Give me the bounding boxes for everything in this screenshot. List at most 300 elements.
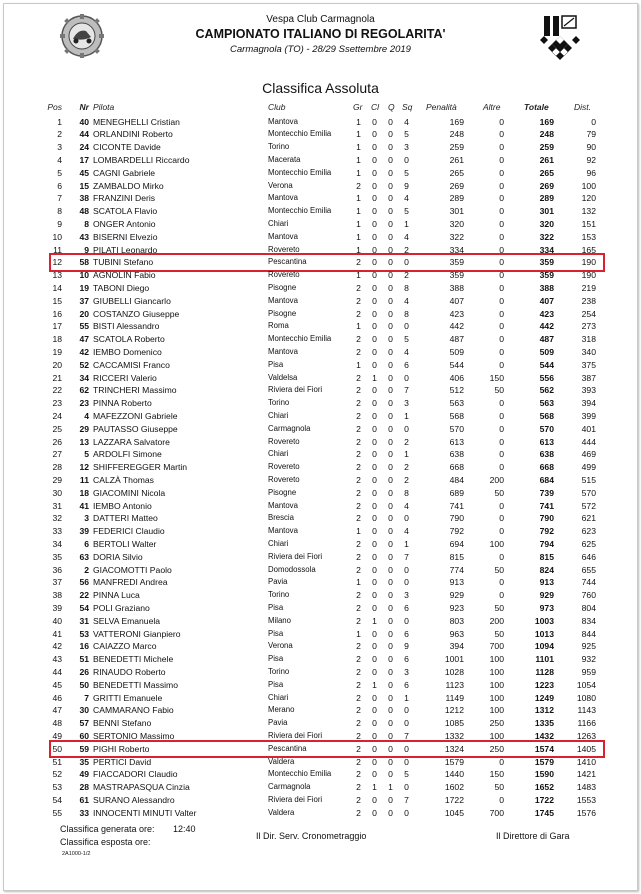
- rider-name-cell: MAFEZZONI Gabriele: [93, 410, 178, 421]
- total-cell: 913: [539, 577, 554, 588]
- club-cell: Mantova: [268, 500, 298, 510]
- q-cell: 0: [388, 385, 393, 396]
- penalty-cell: 512: [449, 385, 464, 396]
- rider-name-cell: PIGHI Roberto: [93, 743, 150, 754]
- bib-number-cell: 42: [79, 346, 89, 357]
- group-cell: 2: [356, 730, 361, 741]
- class-cell: 0: [372, 142, 377, 153]
- penalty-cell: 261: [449, 154, 464, 165]
- bib-number-cell: 2: [84, 564, 89, 575]
- other-penalty-cell: 150: [489, 372, 504, 383]
- class-cell: 0: [372, 154, 377, 165]
- pos-cell: 34: [52, 538, 62, 549]
- penalty-cell: 1332: [444, 730, 464, 741]
- team-cell: 3: [404, 142, 409, 153]
- penalty-cell: 1123: [445, 679, 464, 690]
- gap-cell: 219: [581, 282, 596, 293]
- group-cell: 2: [356, 538, 361, 549]
- class-cell: 0: [372, 666, 377, 677]
- gap-cell: 1166: [577, 718, 596, 729]
- team-cell: 0: [404, 154, 409, 165]
- group-cell: 1: [356, 270, 361, 281]
- gap-cell: 387: [581, 372, 596, 383]
- club-cell: Torino: [268, 142, 290, 152]
- rider-name-cell: GRITTI Emanuele: [93, 692, 163, 703]
- total-cell: 929: [539, 590, 554, 601]
- club-cell: Verona: [268, 641, 293, 651]
- other-penalty-cell: 0: [499, 513, 504, 524]
- gap-cell: 572: [581, 500, 596, 511]
- other-penalty-cell: 0: [499, 590, 504, 601]
- other-penalty-cell: 0: [499, 346, 504, 357]
- rider-name-cell: ZAMBALDO Mirko: [93, 180, 164, 191]
- table-row: [0, 295, 641, 308]
- class-cell: 0: [372, 257, 377, 268]
- penalty-cell: 1324: [444, 743, 464, 754]
- q-cell: 0: [388, 756, 393, 767]
- rider-name-cell: ORLANDINI Roberto: [93, 129, 173, 140]
- group-cell: 1: [356, 628, 361, 639]
- table-row: [0, 141, 641, 154]
- table-row: [0, 653, 641, 666]
- class-cell: 1: [372, 372, 377, 383]
- penalty-cell: 487: [449, 334, 464, 345]
- q-cell: 0: [388, 666, 393, 677]
- class-cell: 0: [372, 628, 377, 639]
- gap-cell: 621: [581, 513, 596, 524]
- gap-cell: 834: [581, 615, 596, 626]
- q-cell: 0: [388, 321, 393, 332]
- team-cell: 0: [404, 782, 409, 793]
- total-cell: 509: [539, 346, 554, 357]
- team-cell: 8: [404, 282, 409, 293]
- pos-cell: 3: [57, 142, 62, 153]
- class-cell: 0: [372, 705, 377, 716]
- team-cell: 0: [404, 577, 409, 588]
- gap-cell: 932: [581, 654, 596, 665]
- group-cell: 2: [356, 666, 361, 677]
- bib-number-cell: 47: [79, 334, 89, 345]
- team-cell: 1: [404, 538, 409, 549]
- table-row: [0, 384, 641, 397]
- penalty-cell: 265: [449, 167, 464, 178]
- other-penalty-cell: 150: [489, 769, 504, 780]
- club-cell: Montecchio Emilia: [268, 129, 332, 139]
- bib-number-cell: 20: [79, 308, 89, 319]
- class-cell: 0: [372, 551, 377, 562]
- rider-name-cell: SCATOLA Roberto: [93, 334, 165, 345]
- table-row: [0, 410, 641, 423]
- rider-name-cell: TUBINI Stefano: [93, 257, 154, 268]
- gap-cell: 1483: [576, 782, 596, 793]
- bib-number-cell: 40: [79, 116, 89, 127]
- team-cell: 5: [404, 334, 409, 345]
- table-row: [0, 692, 641, 705]
- q-cell: 1: [388, 782, 393, 793]
- gap-cell: 804: [581, 602, 596, 613]
- other-penalty-cell: 100: [489, 538, 504, 549]
- q-cell: 0: [388, 334, 393, 345]
- class-cell: 0: [372, 346, 377, 357]
- club-cell: Rovereto: [268, 462, 300, 472]
- other-penalty-cell: 0: [499, 410, 504, 421]
- bib-number-cell: 17: [79, 154, 89, 165]
- table-row: [0, 538, 641, 551]
- rider-name-cell: LOMBARDELLI Riccardo: [93, 154, 190, 165]
- rider-name-cell: POLI Graziano: [93, 602, 150, 613]
- gap-cell: 165: [581, 244, 596, 255]
- gap-cell: 1054: [576, 679, 596, 690]
- other-penalty-cell: 100: [489, 730, 504, 741]
- rider-name-cell: BENEDETTI Massimo: [93, 679, 178, 690]
- pos-cell: 25: [52, 423, 62, 434]
- group-cell: 1: [356, 167, 361, 178]
- other-penalty-cell: 250: [489, 743, 504, 754]
- group-cell: 2: [356, 410, 361, 421]
- table-row: [0, 564, 641, 577]
- class-cell: 1: [372, 679, 377, 690]
- other-penalty-cell: 200: [489, 615, 504, 626]
- group-cell: 2: [356, 743, 361, 754]
- total-cell: 556: [539, 372, 554, 383]
- bib-number-cell: 63: [79, 551, 89, 562]
- other-penalty-cell: 0: [499, 231, 504, 242]
- bib-number-cell: 41: [79, 500, 89, 511]
- club-cell: Riviera dei Fiori: [268, 730, 323, 740]
- gap-cell: 1410: [576, 756, 596, 767]
- total-cell: 1101: [535, 654, 554, 665]
- club-name: Vespa Club Carmagnola: [266, 14, 375, 25]
- table-row: [0, 500, 641, 513]
- q-cell: 0: [388, 142, 393, 153]
- pos-cell: 11: [53, 244, 62, 255]
- pos-cell: 22: [52, 385, 62, 396]
- pos-cell: 21: [52, 372, 62, 383]
- total-cell: 824: [539, 564, 554, 575]
- penalty-cell: 774: [449, 564, 464, 575]
- total-cell: 792: [539, 526, 554, 537]
- penalty-cell: 1085: [444, 718, 464, 729]
- team-cell: 5: [404, 769, 409, 780]
- gap-cell: 393: [581, 385, 596, 396]
- gap-cell: 1576: [576, 807, 596, 818]
- total-cell: 562: [539, 385, 554, 396]
- class-cell: 0: [372, 218, 377, 229]
- gap-cell: 190: [581, 257, 596, 268]
- penalty-cell: 359: [449, 270, 464, 281]
- class-cell: 1: [372, 615, 377, 626]
- rider-name-cell: VATTERONI Gianpiero: [93, 628, 181, 639]
- group-cell: 2: [356, 782, 361, 793]
- group-cell: 2: [356, 615, 361, 626]
- pos-cell: 14: [52, 282, 62, 293]
- group-cell: 2: [356, 551, 361, 562]
- penalty-cell: 248: [449, 129, 464, 140]
- group-cell: 2: [356, 295, 361, 306]
- group-cell: 2: [356, 423, 361, 434]
- bib-number-cell: 28: [79, 782, 89, 793]
- total-cell: 1249: [534, 692, 554, 703]
- q-cell: 0: [388, 794, 393, 805]
- gap-cell: 399: [581, 410, 596, 421]
- class-cell: 0: [372, 167, 377, 178]
- q-cell: 0: [388, 231, 393, 242]
- total-cell: 544: [539, 359, 554, 370]
- group-cell: 1: [356, 218, 361, 229]
- class-cell: 0: [372, 500, 377, 511]
- venue-dates: Carmagnola (TO) - 28/29 Ssettembre 2019: [230, 44, 411, 55]
- pos-cell: 35: [52, 551, 62, 562]
- total-cell: 1432: [534, 730, 554, 741]
- rider-name-cell: SURANO Alessandro: [93, 794, 175, 805]
- gap-cell: 340: [581, 346, 596, 357]
- q-cell: 0: [388, 398, 393, 409]
- class-cell: 0: [372, 526, 377, 537]
- other-penalty-cell: 0: [499, 129, 504, 140]
- other-penalty-cell: 0: [499, 526, 504, 537]
- other-penalty-cell: 0: [499, 449, 504, 460]
- group-cell: 1: [356, 154, 361, 165]
- total-cell: 169: [539, 116, 554, 127]
- club-cell: Montecchio Emilia: [268, 167, 332, 177]
- class-cell: 0: [372, 654, 377, 665]
- total-cell: 815: [539, 551, 554, 562]
- gap-cell: 273: [581, 321, 596, 332]
- table-row: [0, 640, 641, 653]
- bib-number-cell: 30: [79, 705, 89, 716]
- bib-number-cell: 5: [84, 449, 89, 460]
- rider-name-cell: BISERNI Elvezio: [93, 231, 158, 242]
- pos-cell: 46: [52, 692, 62, 703]
- col-gr: Gr: [353, 102, 363, 112]
- penalty-cell: 269: [449, 180, 464, 191]
- rider-name-cell: MANFREDI Andrea: [93, 577, 168, 588]
- pos-cell: 32: [52, 513, 62, 524]
- group-cell: 2: [356, 807, 361, 818]
- club-cell: Pisogne: [268, 308, 297, 318]
- class-cell: 0: [372, 449, 377, 460]
- pos-cell: 42: [52, 641, 62, 652]
- group-cell: 2: [356, 372, 361, 383]
- team-cell: 1: [404, 692, 409, 703]
- pos-cell: 27: [52, 449, 62, 460]
- gap-cell: 570: [581, 487, 596, 498]
- total-cell: 739: [539, 487, 554, 498]
- q-cell: 0: [388, 602, 393, 613]
- class-cell: 0: [372, 602, 377, 613]
- rider-name-cell: BENNI Stefano: [93, 718, 152, 729]
- pos-cell: 43: [52, 654, 62, 665]
- table-row: [0, 205, 641, 218]
- rider-name-cell: PERTICI David: [93, 756, 152, 767]
- generated-time: 12:40: [173, 824, 196, 834]
- club-cell: Brescia: [268, 513, 294, 523]
- other-penalty-cell: 100: [489, 666, 504, 677]
- penalty-cell: 613: [449, 436, 464, 447]
- class-cell: 0: [372, 193, 377, 204]
- other-penalty-cell: 0: [499, 756, 504, 767]
- rider-name-cell: BERTOLI Walter: [93, 538, 157, 549]
- q-cell: 0: [388, 462, 393, 473]
- group-cell: 2: [356, 500, 361, 511]
- club-cell: Pisogne: [268, 487, 297, 497]
- document-code: 2A1000-1/2: [62, 851, 91, 857]
- bib-number-cell: 19: [79, 282, 89, 293]
- penalty-cell: 815: [449, 551, 464, 562]
- class-cell: 0: [372, 244, 377, 255]
- group-cell: 2: [356, 564, 361, 575]
- q-cell: 0: [388, 372, 393, 383]
- other-penalty-cell: 0: [499, 308, 504, 319]
- total-cell: 1574: [534, 743, 554, 754]
- class-cell: 0: [372, 436, 377, 447]
- team-cell: 0: [404, 564, 409, 575]
- club-cell: Chiari: [268, 218, 289, 228]
- club-cell: Pisa: [268, 628, 284, 638]
- table-row: [0, 346, 641, 359]
- bib-number-cell: 8: [84, 218, 89, 229]
- total-cell: 388: [539, 282, 554, 293]
- class-cell: 0: [372, 743, 377, 754]
- total-cell: 1335: [534, 718, 554, 729]
- group-cell: 1: [356, 231, 361, 242]
- gap-cell: 1143: [577, 705, 596, 716]
- club-cell: Pisa: [268, 679, 284, 689]
- q-cell: 0: [388, 577, 393, 588]
- gap-cell: 1421: [576, 769, 596, 780]
- penalty-cell: 694: [449, 538, 464, 549]
- bib-number-cell: 49: [79, 769, 89, 780]
- other-penalty-cell: 50: [494, 602, 504, 613]
- table-row: [0, 679, 641, 692]
- q-cell: 0: [388, 769, 393, 780]
- rider-name-cell: CAGNI Gabriele: [93, 167, 156, 178]
- exposed-label: Classifica esposta ore:: [60, 837, 151, 847]
- class-cell: 0: [372, 321, 377, 332]
- penalty-cell: 320: [449, 218, 464, 229]
- pos-cell: 24: [52, 410, 62, 421]
- rider-name-cell: PILATI Leonardo: [93, 244, 158, 255]
- bib-number-cell: 50: [79, 679, 89, 690]
- pos-cell: 7: [57, 193, 62, 204]
- table-row: [0, 461, 641, 474]
- other-penalty-cell: 0: [499, 142, 504, 153]
- team-cell: 9: [404, 180, 409, 191]
- class-cell: 0: [372, 487, 377, 498]
- class-cell: 1: [372, 782, 377, 793]
- col-altre: Altre: [483, 102, 501, 112]
- other-penalty-cell: 0: [499, 167, 504, 178]
- group-cell: 2: [356, 436, 361, 447]
- class-cell: 0: [372, 116, 377, 127]
- total-cell: 1590: [534, 769, 554, 780]
- penalty-cell: 289: [449, 193, 464, 204]
- pos-cell: 16: [52, 308, 62, 319]
- club-cell: Valdera: [268, 756, 295, 766]
- total-cell: 741: [539, 500, 554, 511]
- club-cell: Milano: [268, 615, 291, 625]
- class-cell: 0: [372, 474, 377, 485]
- pos-cell: 40: [52, 615, 62, 626]
- pos-cell: 19: [52, 346, 62, 357]
- group-cell: 2: [356, 769, 361, 780]
- penalty-cell: 923: [449, 602, 464, 613]
- table-row: [0, 794, 641, 807]
- team-cell: 3: [404, 590, 409, 601]
- q-cell: 0: [388, 679, 393, 690]
- penalty-cell: 570: [449, 423, 464, 434]
- gap-cell: 646: [581, 551, 596, 562]
- pos-cell: 26: [52, 436, 62, 447]
- penalty-cell: 394: [449, 641, 464, 652]
- other-penalty-cell: 100: [489, 705, 504, 716]
- pos-cell: 15: [52, 295, 62, 306]
- bib-number-cell: 45: [79, 167, 89, 178]
- bib-number-cell: 13: [79, 436, 89, 447]
- table-row: [0, 359, 641, 372]
- q-cell: 0: [388, 692, 393, 703]
- col-nr: Nr: [79, 102, 89, 112]
- q-cell: 0: [388, 129, 393, 140]
- gap-cell: 151: [581, 218, 596, 229]
- penalty-cell: 388: [449, 282, 464, 293]
- pos-cell: 41: [52, 628, 62, 639]
- class-cell: 0: [372, 359, 377, 370]
- bib-number-cell: 56: [79, 577, 89, 588]
- pos-cell: 29: [52, 474, 62, 485]
- q-cell: 0: [388, 154, 393, 165]
- penalty-cell: 913: [449, 577, 464, 588]
- gap-cell: 625: [581, 538, 596, 549]
- col-pos: Pos: [47, 102, 62, 112]
- group-cell: 2: [356, 180, 361, 191]
- penalty-cell: 1045: [444, 807, 464, 818]
- total-cell: 322: [539, 231, 554, 242]
- team-cell: 7: [404, 794, 409, 805]
- penalty-cell: 406: [449, 372, 464, 383]
- bib-number-cell: 51: [79, 654, 89, 665]
- q-cell: 0: [388, 167, 393, 178]
- penalty-cell: 929: [449, 590, 464, 601]
- club-cell: Carmagnola: [268, 782, 311, 792]
- table-row: [0, 704, 641, 717]
- penalty-cell: 169: [449, 116, 464, 127]
- table-row: [0, 628, 641, 641]
- q-cell: 0: [388, 206, 393, 217]
- penalty-cell: 668: [449, 462, 464, 473]
- team-cell: 2: [404, 244, 409, 255]
- table-row: [0, 128, 641, 141]
- total-cell: 794: [539, 538, 554, 549]
- bib-number-cell: 15: [79, 180, 89, 191]
- bib-number-cell: 35: [79, 756, 89, 767]
- rider-name-cell: BISTI Alessandro: [93, 321, 160, 332]
- rider-name-cell: CICONTE Davide: [93, 142, 161, 153]
- table-row: [0, 180, 641, 193]
- other-penalty-cell: 700: [489, 807, 504, 818]
- team-cell: 9: [404, 641, 409, 652]
- bib-number-cell: 7: [84, 692, 89, 703]
- rider-name-cell: GIACOMINI Nicola: [93, 487, 166, 498]
- pos-cell: 36: [52, 564, 62, 575]
- col-penalita: Penalità: [426, 102, 457, 112]
- penalty-cell: 1028: [444, 666, 464, 677]
- group-cell: 2: [356, 513, 361, 524]
- club-cell: Riviera dei Fiori: [268, 385, 323, 395]
- group-cell: 2: [356, 308, 361, 319]
- club-cell: Pavia: [268, 718, 288, 728]
- gap-cell: 1263: [576, 730, 596, 741]
